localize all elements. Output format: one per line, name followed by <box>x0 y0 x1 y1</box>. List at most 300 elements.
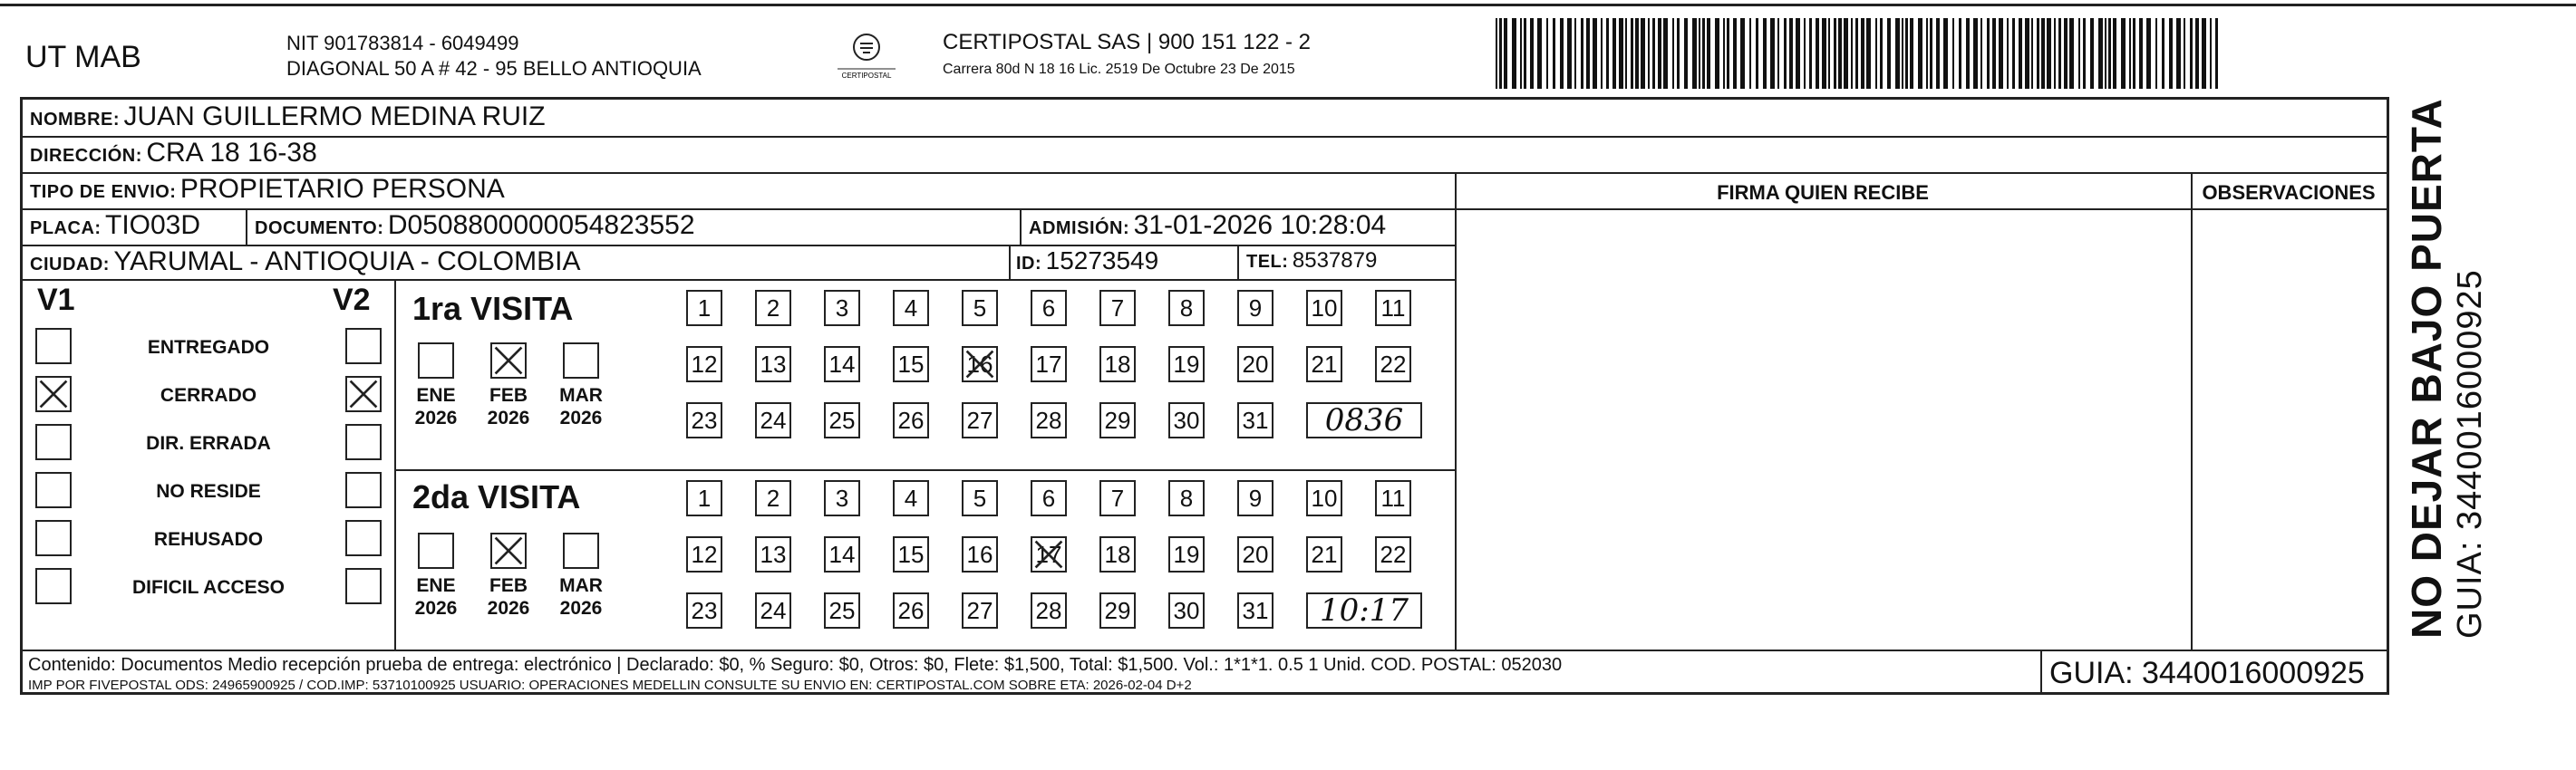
day-number: 14 <box>828 541 856 568</box>
barcode-bar <box>1702 18 1705 89</box>
visit2-day-box[interactable] <box>962 480 998 516</box>
sign-header-divider <box>1455 208 2387 210</box>
visit2-day-box[interactable] <box>1031 536 1067 573</box>
documento-row <box>255 210 695 241</box>
nombre-value: JUAN GUILLERMO MEDINA RUIZ <box>123 101 546 131</box>
footer-content: Contenido: Documentos Medio recepción prueba de entrega: electrónico | Declarado: $0, % Seguro: $0, Otros: $0, Flete: $1,500, Total: $1,500. Vol.: 1*1*1. 0.5 1 Unid. COD. POSTAL: 052030 <box>28 655 1563 675</box>
certipostal-address: Carrera 80d N 18 16 Lic. 2519 De Octubre 23 De 2015 <box>943 62 1295 77</box>
v1-checkbox[interactable] <box>35 424 72 460</box>
observaciones-header: OBSERVACIONES <box>2202 181 2376 204</box>
barcode-bar <box>2047 18 2051 89</box>
visit2-day-box[interactable] <box>1237 480 1273 516</box>
barcode-bar <box>1677 18 1680 89</box>
barcode-bar <box>1504 18 1507 89</box>
admision-label: ADMISIÓN: <box>1029 218 1130 238</box>
direccion-row <box>30 138 317 168</box>
v2-checkbox[interactable] <box>345 424 382 460</box>
visit2-day-box[interactable] <box>893 536 929 573</box>
barcode-bar <box>1499 18 1502 89</box>
v2-checkbox[interactable] <box>345 328 382 364</box>
admision-row <box>1029 210 1386 241</box>
day-number: 27 <box>966 597 993 624</box>
day-number: 6 <box>1041 294 1056 322</box>
barcode-bar <box>2012 18 2015 89</box>
barcode-bar <box>1641 18 1645 89</box>
barcode-bar <box>1952 18 1954 89</box>
barcode-bar <box>1926 18 1928 89</box>
barcode-bar <box>1567 18 1572 89</box>
visit2-day-box[interactable] <box>686 592 722 629</box>
tipo-row <box>30 174 505 205</box>
tel-value: 8537879 <box>1292 248 1378 273</box>
barcode-bar <box>2215 18 2218 89</box>
visit1-title: 1ra VISITA <box>412 290 574 327</box>
visit1-day-box[interactable] <box>686 290 722 326</box>
visit2-day-box[interactable] <box>1375 480 1411 516</box>
month-year: 2026 <box>559 598 603 619</box>
barcode-bar <box>1999 18 2003 89</box>
barcode-bar <box>1973 18 1978 89</box>
v1-checkbox[interactable] <box>35 568 72 604</box>
day-number: 26 <box>897 407 925 434</box>
v1-header: V1 <box>37 283 75 317</box>
barcode-bar <box>1612 18 1616 89</box>
barcode-bar <box>1959 18 1961 89</box>
barcode-bar <box>1635 18 1639 89</box>
barcode-bar <box>2210 18 2212 89</box>
day-number: 29 <box>1104 597 1131 624</box>
visit2-day-box[interactable] <box>962 536 998 573</box>
barcode-bar <box>1663 18 1668 89</box>
barcode-bar <box>1560 18 1564 89</box>
barcode-bar <box>2041 18 2045 89</box>
barcode-bar <box>1822 18 1826 89</box>
day-number: 1 <box>697 294 712 322</box>
direccion-label: DIRECCIÓN: <box>30 146 142 166</box>
visit2-day-box[interactable] <box>824 480 860 516</box>
barcode-bar <box>2054 18 2056 89</box>
barcode-bar <box>2069 18 2074 89</box>
visit2-day-box[interactable] <box>1031 480 1067 516</box>
barcode-bar <box>1804 18 1806 89</box>
visit1-day-box[interactable] <box>962 402 998 438</box>
day-number: 28 <box>1035 597 1062 624</box>
tel-divider <box>1237 245 1239 279</box>
barcode-bar <box>2190 18 2193 89</box>
visit-divider <box>394 469 1455 471</box>
day-number: 29 <box>1104 407 1131 434</box>
documento-label: DOCUMENTO: <box>255 218 384 238</box>
logo-text: CERTIPOSTAL <box>841 72 892 80</box>
delivery-form-frame <box>20 97 2389 695</box>
visit2-day-box[interactable] <box>893 480 929 516</box>
barcode-bar <box>1619 18 1623 89</box>
visit2-day-box[interactable] <box>893 592 929 629</box>
barcode-bar <box>2146 18 2151 89</box>
barcode-bar <box>1692 18 1697 89</box>
visit2-day-box[interactable] <box>824 536 860 573</box>
barcode-bar <box>1707 18 1710 89</box>
v1-checkbox[interactable] <box>35 520 72 556</box>
day-number: 13 <box>760 541 787 568</box>
certipostal-logo <box>832 31 901 82</box>
barcode-bar <box>1834 18 1836 89</box>
barcode-bar <box>1512 18 1516 89</box>
visit2-day-box[interactable] <box>1099 480 1136 516</box>
barcode-bar <box>1875 18 1877 89</box>
barcode-bar <box>1625 18 1627 89</box>
day-number: 10 <box>1311 485 1338 512</box>
barcode-bar <box>1905 18 1908 89</box>
day-number: 23 <box>691 407 718 434</box>
visit1-day-box[interactable] <box>1237 402 1273 438</box>
visit1-month-label <box>409 384 463 429</box>
day-number: 15 <box>897 541 925 568</box>
guia-box-divider <box>2040 650 2042 695</box>
month-name: FEB <box>489 385 528 406</box>
id-divider <box>1009 245 1011 279</box>
barcode-bar <box>2105 18 2106 89</box>
day-number: 13 <box>760 351 787 378</box>
v1-checkbox[interactable] <box>35 472 72 508</box>
day-number: 14 <box>828 351 856 378</box>
barcode-bar <box>1943 18 1948 89</box>
day-number: 3 <box>835 294 849 322</box>
day-number: 8 <box>1179 294 1194 322</box>
barcode-bar <box>1631 18 1633 89</box>
day-number: 25 <box>828 597 856 624</box>
visit1-day-box[interactable] <box>824 402 860 438</box>
placa-value: TIO03D <box>105 210 201 240</box>
id-value: 15273549 <box>1045 246 1159 274</box>
visit1-day-box[interactable] <box>962 346 998 382</box>
barcode-bar <box>2176 18 2181 89</box>
visit2-month-checkbox[interactable] <box>563 533 599 569</box>
visit2-day-box[interactable] <box>755 480 791 516</box>
status-label: NO RESIDE <box>156 481 261 502</box>
visit1-day-box[interactable] <box>1168 402 1205 438</box>
barcode-bar <box>1606 18 1609 89</box>
day-number: 18 <box>1104 541 1131 568</box>
visit1-day-box[interactable] <box>893 402 929 438</box>
visit2-month-checkbox[interactable] <box>418 533 454 569</box>
month-year: 2026 <box>559 408 603 428</box>
direccion-value: CRA 18 16-38 <box>146 138 317 168</box>
visit2-day-box[interactable] <box>1168 536 1205 573</box>
visit1-day-box[interactable] <box>1375 346 1411 382</box>
tel-row <box>1246 248 1377 274</box>
month-name: ENE <box>416 575 456 596</box>
day-number: 19 <box>1173 541 1200 568</box>
visit2-day-box[interactable] <box>1237 592 1273 629</box>
barcode-bar <box>2058 18 2061 89</box>
day-number: 7 <box>1110 294 1125 322</box>
ciudad-value: YARUMAL - ANTIOQUIA - COLOMBIA <box>113 246 581 276</box>
tel-label: TEL: <box>1246 252 1289 272</box>
id-label: ID: <box>1016 254 1042 274</box>
visit2-day-box[interactable] <box>1099 592 1136 629</box>
day-number: 21 <box>1311 541 1338 568</box>
ciudad-label: CIUDAD: <box>30 255 110 274</box>
month-year: 2026 <box>414 598 458 619</box>
day-number: 19 <box>1173 351 1200 378</box>
nombre-row <box>30 101 546 132</box>
day-number: 20 <box>1242 351 1269 378</box>
barcode-bar <box>1574 18 1576 89</box>
barcode-bar <box>1789 18 1793 89</box>
day-number: 2 <box>766 294 780 322</box>
barcode-bar <box>1902 18 1903 89</box>
day-number: 25 <box>828 407 856 434</box>
barcode-bar <box>1966 18 1970 89</box>
visit1-day-box[interactable] <box>893 346 929 382</box>
barcode-bar <box>2064 18 2068 89</box>
barcode-bar <box>2121 18 2126 89</box>
barcode-bar <box>1652 18 1655 89</box>
documento-value: D0508800000054823552 <box>387 210 695 240</box>
visit1-day-box[interactable] <box>1168 346 1205 382</box>
visit2-title: 2da VISITA <box>412 478 581 515</box>
barcode-bar <box>2133 18 2135 89</box>
day-number: 4 <box>904 294 918 322</box>
barcode-bar <box>1672 18 1674 89</box>
day-number: 6 <box>1041 485 1056 512</box>
visit1-day-box[interactable] <box>755 290 791 326</box>
v1-checkbox[interactable] <box>35 376 72 412</box>
day-number: 10 <box>1311 294 1338 322</box>
day-number: 27 <box>966 407 993 434</box>
v2-checkbox[interactable] <box>345 520 382 556</box>
barcode-bar <box>1684 18 1688 89</box>
visit2-day-box[interactable] <box>1237 536 1273 573</box>
barcode-bar <box>2113 18 2116 89</box>
visit1-month-checkbox[interactable] <box>490 342 527 379</box>
visit2-month-checkbox[interactable] <box>490 533 527 569</box>
barcode-bar <box>2031 18 2033 89</box>
visit1-day-box[interactable] <box>1168 290 1205 326</box>
barcode-bar <box>2025 18 2029 89</box>
visit1-month-label <box>481 384 536 429</box>
day-number: 15 <box>897 351 925 378</box>
top-edge-line <box>0 4 2576 6</box>
visit1-day-box[interactable] <box>1031 290 1067 326</box>
barcode-bar <box>1992 18 1996 89</box>
company-info <box>286 31 702 82</box>
status-label: DIFICIL ACCESO <box>131 577 285 598</box>
barcode-bar <box>2195 18 2199 89</box>
ciudad-row <box>30 246 580 277</box>
day-number: 18 <box>1104 351 1131 378</box>
visit1-day-box[interactable] <box>893 290 929 326</box>
company-address: DIAGONAL 50 A # 42 - 95 BELLO ANTIOQUIA <box>286 57 702 80</box>
barcode-bar <box>2202 18 2206 89</box>
company-nit: NIT 901783814 - 6049499 <box>286 32 519 54</box>
barcode-bar <box>1980 18 1982 89</box>
visit2-day-box[interactable] <box>962 592 998 629</box>
day-number: 22 <box>1380 351 1407 378</box>
visit2-day-box[interactable] <box>1168 592 1205 629</box>
visit1-day-box[interactable] <box>962 290 998 326</box>
footer-divider <box>23 650 2387 651</box>
day-number: 30 <box>1173 597 1200 624</box>
visit1-day-box[interactable] <box>824 346 860 382</box>
day-number: 9 <box>1248 485 1263 512</box>
barcode-bar <box>1756 18 1758 89</box>
barcode-bar <box>2037 18 2039 89</box>
visit1-day-box[interactable] <box>824 290 860 326</box>
no-dejar-bajo-puerta: NO DEJAR BAJO PUERTA <box>2403 98 2450 639</box>
visit1-day-box[interactable] <box>686 346 722 382</box>
visit2-day-box[interactable] <box>824 592 860 629</box>
barcode-bar <box>1740 18 1745 89</box>
visit2-day-box[interactable] <box>1306 480 1342 516</box>
day-number: 22 <box>1380 541 1407 568</box>
barcode-bar <box>1828 18 1830 89</box>
v2-checkbox[interactable] <box>345 376 382 412</box>
status-label: REHUSADO <box>153 529 264 550</box>
visit1-day-box[interactable] <box>755 346 791 382</box>
barcode-bar <box>2155 18 2157 89</box>
visit1-month-label <box>554 384 608 429</box>
day-check-mark <box>964 348 996 380</box>
barcode-bar <box>1851 18 1853 89</box>
firma-header: FIRMA QUIEN RECIBE <box>1717 181 1929 204</box>
day-number: 2 <box>766 485 780 512</box>
barcode-bar <box>1895 18 1900 89</box>
barcode-bar <box>1910 18 1913 89</box>
day-number: 8 <box>1179 485 1194 512</box>
visit1-month-checkbox[interactable] <box>563 342 599 379</box>
visit2-day-box[interactable] <box>686 536 722 573</box>
company-name: UT MAB <box>25 40 141 74</box>
barcode-bar <box>2098 18 2103 89</box>
visit1-day-box[interactable] <box>1099 402 1136 438</box>
v2-checkbox[interactable] <box>345 568 382 604</box>
v2-checkbox[interactable] <box>345 472 382 508</box>
day-number: 1 <box>697 485 712 512</box>
visit1-day-box[interactable] <box>1375 290 1411 326</box>
visit2-day-box[interactable] <box>755 592 791 629</box>
visit2-day-box[interactable] <box>755 536 791 573</box>
barcode-bar <box>1530 18 1534 89</box>
v1-checkbox[interactable] <box>35 328 72 364</box>
certipostal-info <box>943 29 1311 83</box>
barcode-bar <box>1586 18 1590 89</box>
visit2-day-box[interactable] <box>1306 536 1342 573</box>
status-label: DIR. ERRADA <box>146 433 271 454</box>
day-number: 12 <box>691 351 718 378</box>
day-number: 17 <box>1035 351 1062 378</box>
barcode-bar <box>2078 18 2080 89</box>
barcode-bar <box>1658 18 1661 89</box>
day-number: 26 <box>897 597 925 624</box>
visit2-day-box[interactable] <box>1099 536 1136 573</box>
barcode-bar <box>1844 18 1848 89</box>
day-number: 11 <box>1380 294 1406 322</box>
barcode-bar <box>1796 18 1800 89</box>
id-row <box>1016 246 1158 275</box>
barcode-bar <box>1930 18 1932 89</box>
visit2-day-box[interactable] <box>1168 480 1205 516</box>
barcode-bar <box>1581 18 1583 89</box>
day-number: 30 <box>1173 407 1200 434</box>
row-divider <box>23 136 2387 138</box>
day-number: 20 <box>1242 541 1269 568</box>
barcode-bar <box>1880 18 1883 89</box>
month-name: FEB <box>489 575 528 596</box>
barcode-bar <box>1524 18 1526 89</box>
barcode-bar <box>1593 18 1597 89</box>
nombre-label: NOMBRE: <box>30 110 121 130</box>
visit1-day-box[interactable] <box>755 402 791 438</box>
month-year: 2026 <box>487 408 530 428</box>
month-year: 2026 <box>414 408 458 428</box>
day-number: 5 <box>973 485 987 512</box>
visit2-day-box[interactable] <box>686 480 722 516</box>
visit1-day-box[interactable] <box>1031 402 1067 438</box>
barcode-bar <box>1770 18 1775 89</box>
visit2-day-box[interactable] <box>1375 536 1411 573</box>
barcode-bar <box>2184 18 2185 89</box>
month-name: MAR <box>559 575 603 596</box>
visit1-day-box[interactable] <box>1099 346 1136 382</box>
tipo-label: TIPO DE ENVIO: <box>30 182 177 202</box>
visit2-day-box[interactable] <box>1031 592 1067 629</box>
barcode-bar <box>1987 18 1990 89</box>
placa-row <box>30 210 200 241</box>
barcode-bar <box>1733 18 1737 89</box>
firma-divider <box>1455 172 1457 650</box>
day-number: 16 <box>966 351 993 378</box>
visit1-day-box[interactable] <box>1099 290 1136 326</box>
status-divider <box>394 279 396 650</box>
barcode-bar <box>1777 18 1779 89</box>
barcode-bar <box>2129 18 2131 89</box>
day-number: 24 <box>760 407 787 434</box>
barcode-bar <box>1537 18 1542 89</box>
barcode-bar <box>2169 18 2173 89</box>
day-number: 23 <box>691 597 718 624</box>
month-name: MAR <box>559 385 603 406</box>
status-label: ENTREGADO <box>147 337 270 358</box>
visit1-day-box[interactable] <box>686 402 722 438</box>
visit1-day-box[interactable] <box>1237 346 1273 382</box>
barcode-bar <box>1699 18 1700 89</box>
barcode-bar <box>1887 18 1891 89</box>
day-number: 4 <box>904 485 918 512</box>
visit1-day-box[interactable] <box>1306 290 1342 326</box>
visit1-day-box[interactable] <box>1306 346 1342 382</box>
visit1-month-checkbox[interactable] <box>418 342 454 379</box>
visit1-day-box[interactable] <box>1031 346 1067 382</box>
day-number: 9 <box>1248 294 1263 322</box>
barcode-bar <box>1648 18 1650 89</box>
barcode-bar <box>1727 18 1729 89</box>
visit1-day-box[interactable] <box>1237 290 1273 326</box>
day-number: 11 <box>1380 485 1406 512</box>
barcode-bar <box>1784 18 1787 89</box>
month-name: ENE <box>416 385 456 406</box>
placa-label: PLACA: <box>30 218 102 238</box>
barcode-bar <box>1838 18 1842 89</box>
day-number: 28 <box>1035 407 1062 434</box>
side-guia-number: GUIA: 3440016000925 <box>2451 269 2489 639</box>
barcode-bar <box>1866 18 1871 89</box>
barcode <box>1496 18 2221 89</box>
barcode-bar <box>2019 18 2022 89</box>
barcode-bar <box>2090 18 2094 89</box>
month-year: 2026 <box>487 598 530 619</box>
